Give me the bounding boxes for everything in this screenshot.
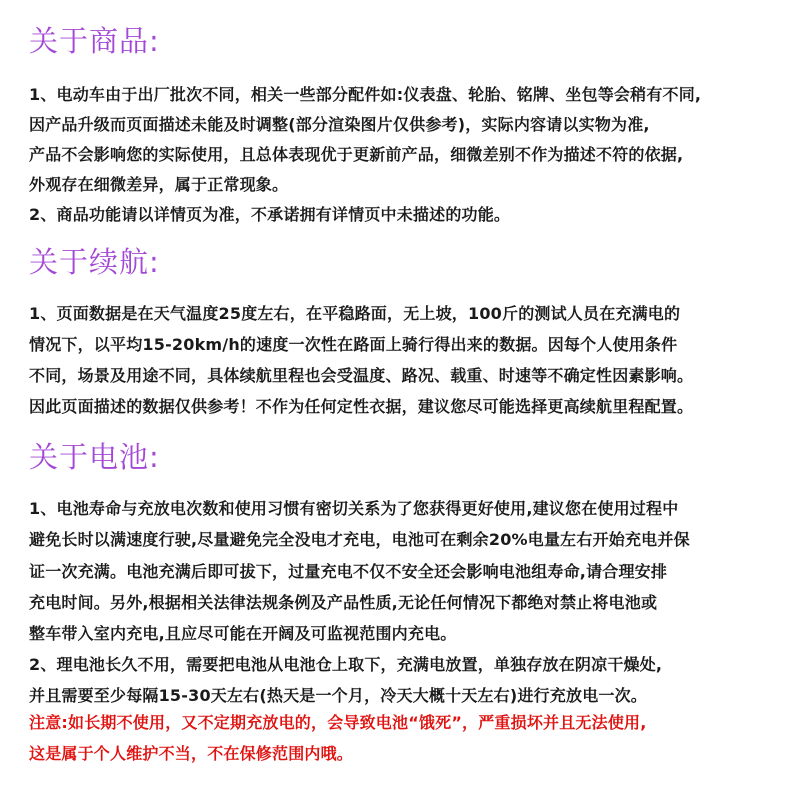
range-line-2: 情况下，以平均15-20km/h的速度一次性在路面上骑行得出来的数据。因每个人使用条件 bbox=[29, 335, 678, 354]
battery-line-1: 1、电池寿命与充放电次数和使用习惯有密切关系为了您获得更好使用,建议您在使用过程中 bbox=[29, 499, 679, 518]
range-line-1: 1、页面数据是在天气温度25度左右，在平稳路面，无上坡，100斤的测试人员在充满电的 bbox=[29, 304, 681, 323]
battery-line-4: 充电时间。另外,根据相关法律法规条例及产品性质,无论任何情况下都绝对禁止将电池或 bbox=[29, 593, 658, 612]
section-title-product: 关于商品: bbox=[29, 24, 160, 58]
battery-warning-line-1: 注意:如长期不使用，又不定期充放电的，会导致电池“饿死”，严重损坏并且无法使用, bbox=[29, 713, 647, 732]
range-line-3: 不同，场景及用途不同，具体续航里程也会受温度、路况、载重、时速等不确定性因素影响。 bbox=[29, 366, 694, 385]
section-title-range: 关于续航: bbox=[29, 245, 160, 279]
battery-warning-line-2: 这是属于个人维护不当，不在保修范围内哦。 bbox=[29, 744, 354, 763]
battery-line-3: 证一次充满。电池充满后即可拔下，过量充电不仅不安全还会影响电池组寿命,请合理安排 bbox=[29, 562, 668, 581]
product-line-1: 1、电动车由于出厂批次不同，相关一些部分配件如:仪表盘、轮胎、铭牌、坐包等会稍有不同, bbox=[29, 85, 702, 104]
product-line-5: 2、商品功能请以详情页为准，不承诺拥有详情页中未描述的功能。 bbox=[29, 205, 511, 224]
range-line-4: 因此页面描述的数据仅供参考！不作为任何定性衣据，建议您尽可能选择更高续航里程配置。 bbox=[29, 397, 694, 416]
battery-line-7: 并且需要至少每隔15-30天左右(热天是一个月，冷天大概十天左右)进行充放电一次。 bbox=[29, 686, 647, 705]
product-line-4: 外观存在细微差异，属于正常现象。 bbox=[29, 175, 289, 194]
battery-line-2: 避免长时以满速度行驶,尽量避免完全没电才充电，电池可在剩余20%电量左右开始充电并保 bbox=[29, 530, 690, 549]
section-title-battery: 关于电池: bbox=[29, 440, 160, 474]
product-line-2: 因产品升级而页面描述未能及时调整(部分渲染图片仅供参考)，实际内容请以实物为准, bbox=[29, 115, 650, 134]
product-line-3: 产品不会影响您的实际使用，且总体表现优于更新前产品，细微差别不作为描述不符的依据, bbox=[29, 145, 684, 164]
battery-line-6: 2、理电池长久不用，需要把电池从电池仓上取下，充满电放置，单独存放在阴凉干燥处, bbox=[29, 655, 663, 674]
battery-line-5: 整车带入室内充电,且应尽可能在开阔及可监视范围内充电。 bbox=[29, 624, 457, 643]
